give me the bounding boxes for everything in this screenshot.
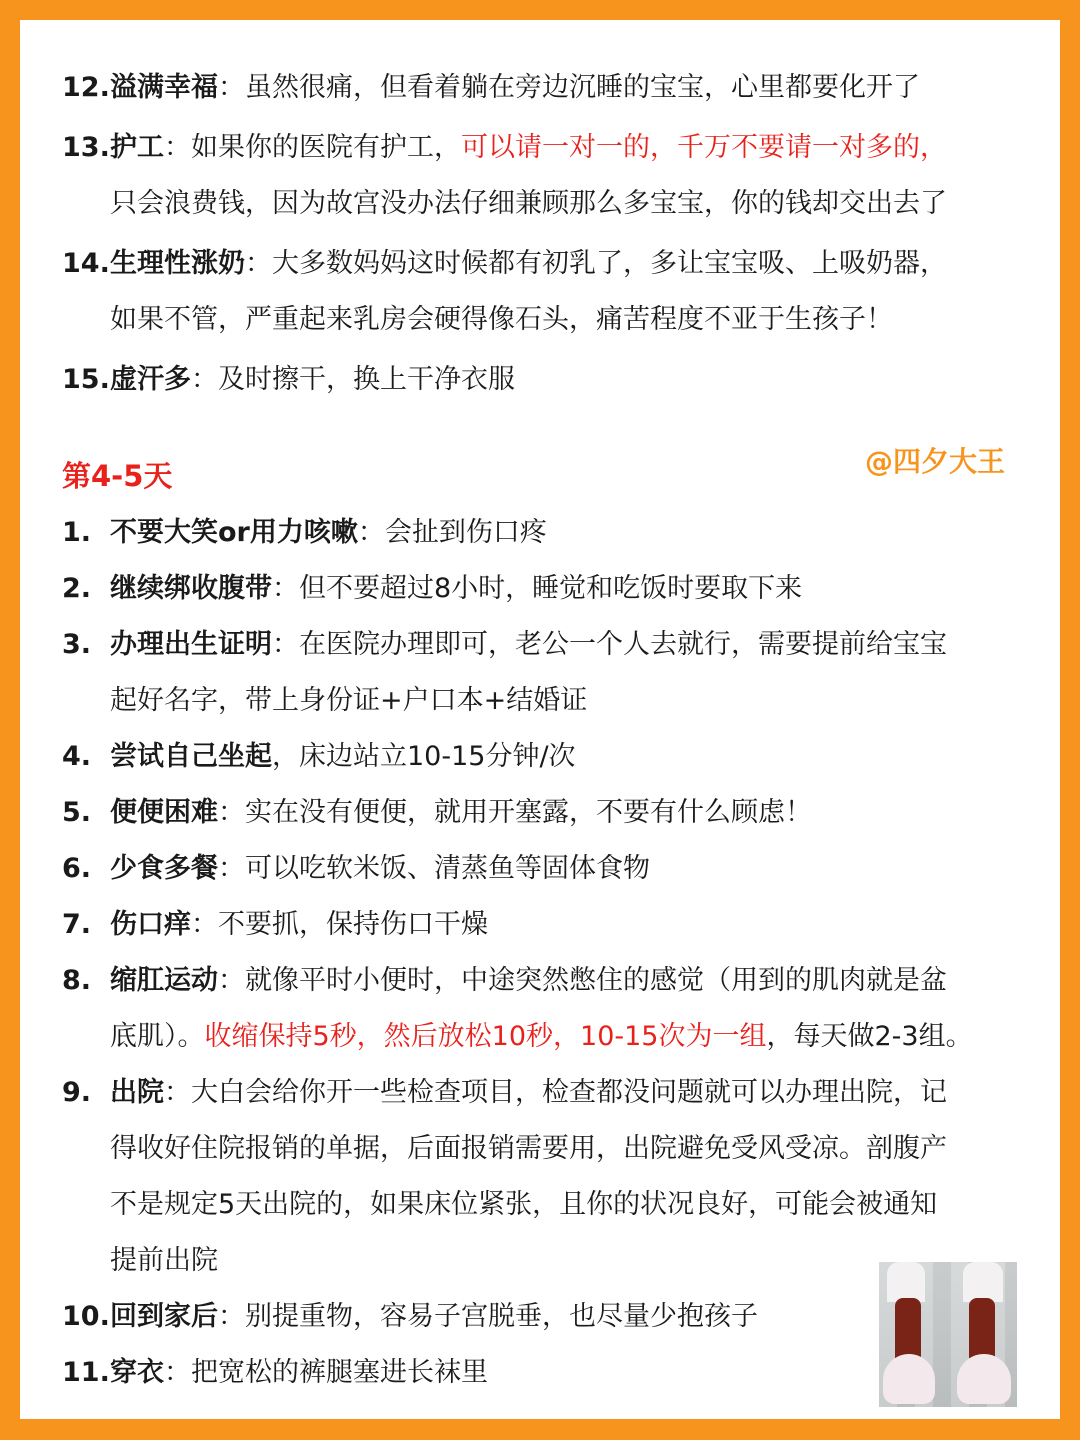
content-card: [20, 20, 1060, 1419]
item-content: [110, 841, 1050, 897]
list-item: [62, 352, 1042, 408]
item-number: 3.: [62, 629, 92, 660]
item-text: ，每天做2-3组。: [766, 1021, 973, 1052]
item-line: [110, 60, 1050, 116]
item-title: 回到家后: [110, 1301, 218, 1332]
item-content: [110, 953, 1050, 1065]
item-text: 只会浪费钱，因为故宫没办法仔细兼顾那么多宝宝，你的钱却交出去了: [110, 188, 947, 219]
item-title: 不要大笑or用力咳嗽: [110, 517, 358, 548]
item-number: 11.: [62, 1357, 110, 1388]
item-line: [110, 897, 1050, 953]
item-title: 溢满幸福: [110, 72, 218, 103]
item-number: 12.: [62, 72, 110, 103]
item-text: 如果不管，严重起来乳房会硬得像石头，痛苦程度不亚于生孩子！: [110, 304, 893, 335]
item-content: [110, 1065, 1050, 1289]
item-text: ：大多数妈妈这时候都有初乳了，多让宝宝吸、上吸奶器，: [245, 248, 947, 279]
item-line: [110, 841, 1050, 897]
item-content: [110, 785, 1050, 841]
item-content: [110, 897, 1050, 953]
item-text: ：就像平时小便时，中途突然憋住的感觉（用到的肌肉就是盆: [218, 965, 947, 996]
list-item: [62, 953, 1042, 1065]
item-number: 1.: [62, 517, 92, 548]
item-line: [110, 1009, 1050, 1065]
author-watermark: @四夕大王: [865, 445, 1006, 478]
item-text: ：可以吃软米饭、清蒸鱼等固体食物: [218, 853, 650, 884]
item-text: ：实在没有便便，就用开塞露，不要有什么顾虑！: [218, 797, 812, 828]
item-line: [110, 785, 1050, 841]
list-item: [62, 785, 1042, 841]
list-item: [62, 505, 1042, 561]
item-number: 2.: [62, 573, 92, 604]
item-number: 10.: [62, 1301, 110, 1332]
item-line: [110, 236, 1050, 292]
item-title: 护工: [110, 132, 164, 163]
item-text: 不是规定5天出院的，如果床位紧张，且你的状况良好，可能会被通知: [110, 1189, 938, 1220]
item-title: 伤口痒: [110, 909, 191, 940]
item-line: [110, 1121, 1050, 1177]
list-item: [62, 617, 1042, 729]
item-number: 9.: [62, 1077, 92, 1108]
item-title: 办理出生证明: [110, 629, 272, 660]
item-line: [110, 729, 1050, 785]
item-line: [110, 1065, 1050, 1121]
item-number: 7.: [62, 909, 92, 940]
item-text: ：大白会给你开一些检查项目，检查都没问题就可以办理出院，记: [164, 1077, 947, 1108]
item-line: [110, 292, 1050, 348]
item-title: 继续绑收腹带: [110, 573, 272, 604]
item-line: [110, 1177, 1050, 1233]
item-line: [110, 561, 1050, 617]
item-number: 5.: [62, 797, 92, 828]
item-content: [110, 60, 1050, 116]
item-text: ：别提重物，容易子宫脱垂，也尽量少抱孩子: [218, 1301, 758, 1332]
list-item: [62, 1065, 1042, 1289]
item-content: [110, 120, 1050, 232]
list-item: [62, 841, 1042, 897]
list-item: [62, 561, 1042, 617]
item-number: 14.: [62, 248, 110, 279]
item-number: 6.: [62, 853, 92, 884]
item-line: [110, 953, 1050, 1009]
item-title: 穿衣: [110, 1357, 164, 1388]
item-number: 13.: [62, 132, 110, 163]
list-item: [62, 60, 1042, 116]
item-title: 尝试自己坐起: [110, 741, 272, 772]
item-title: 便便困难: [110, 797, 218, 828]
item-content: [110, 561, 1050, 617]
item-text: 提前出院: [110, 1245, 218, 1276]
item-text: ：会扯到伤口疼: [357, 517, 547, 548]
item-text: ：把宽松的裤腿塞进长袜里: [164, 1357, 488, 1388]
item-text: 底肌）。: [110, 1021, 205, 1052]
item-text: ：虽然很痛，但看着躺在旁边沉睡的宝宝，心里都要化开了: [218, 72, 920, 103]
item-content: [110, 236, 1050, 348]
list-item: [62, 729, 1042, 785]
item-text: ，床边站立10-15分钟/次: [272, 741, 576, 772]
item-text: 起好名字，带上身份证+户口本+结婚证: [110, 685, 588, 716]
item-title: 虚汗多: [110, 364, 191, 395]
item-text: ：在医院办理即可，老公一个人去就行，需要提前给宝宝: [272, 629, 947, 660]
slippers-photo: [879, 1262, 1017, 1407]
item-title: 出院: [110, 1077, 164, 1108]
item-title: 生理性涨奶: [110, 248, 245, 279]
item-line: [110, 673, 1050, 729]
item-title: 缩肛运动: [110, 965, 218, 996]
list-item: [62, 236, 1042, 348]
list-item: [62, 897, 1042, 953]
item-line: [110, 352, 1050, 408]
item-line: [110, 176, 1050, 232]
item-line: [110, 617, 1050, 673]
highlight-text: 可以请一对一的，千万不要请一对多的，: [461, 132, 947, 163]
item-title: 少食多餐: [110, 853, 218, 884]
list-item: [62, 120, 1042, 232]
item-line: [110, 120, 1050, 176]
item-content: [110, 505, 1050, 561]
item-text: ：如果你的医院有护工，: [164, 132, 461, 163]
section-heading: 第4-5天: [62, 459, 173, 493]
item-content: [110, 352, 1050, 408]
item-text: 得收好住院报销的单据，后面报销需要用，出院避免受风受凉。剖腹产: [110, 1133, 947, 1164]
item-content: [110, 617, 1050, 729]
item-content: [110, 729, 1050, 785]
item-text: ：及时擦干，换上干净衣服: [191, 364, 515, 395]
item-text: ：但不要超过8小时，睡觉和吃饭时要取下来: [272, 573, 803, 604]
item-number: 15.: [62, 364, 110, 395]
item-text: ：不要抓，保持伤口干燥: [191, 909, 488, 940]
item-number: 4.: [62, 741, 92, 772]
item-number: 8.: [62, 965, 92, 996]
highlight-text: 收缩保持5秒，然后放松10秒，10-15次为一组: [204, 1021, 767, 1052]
item-line: [110, 505, 1050, 561]
